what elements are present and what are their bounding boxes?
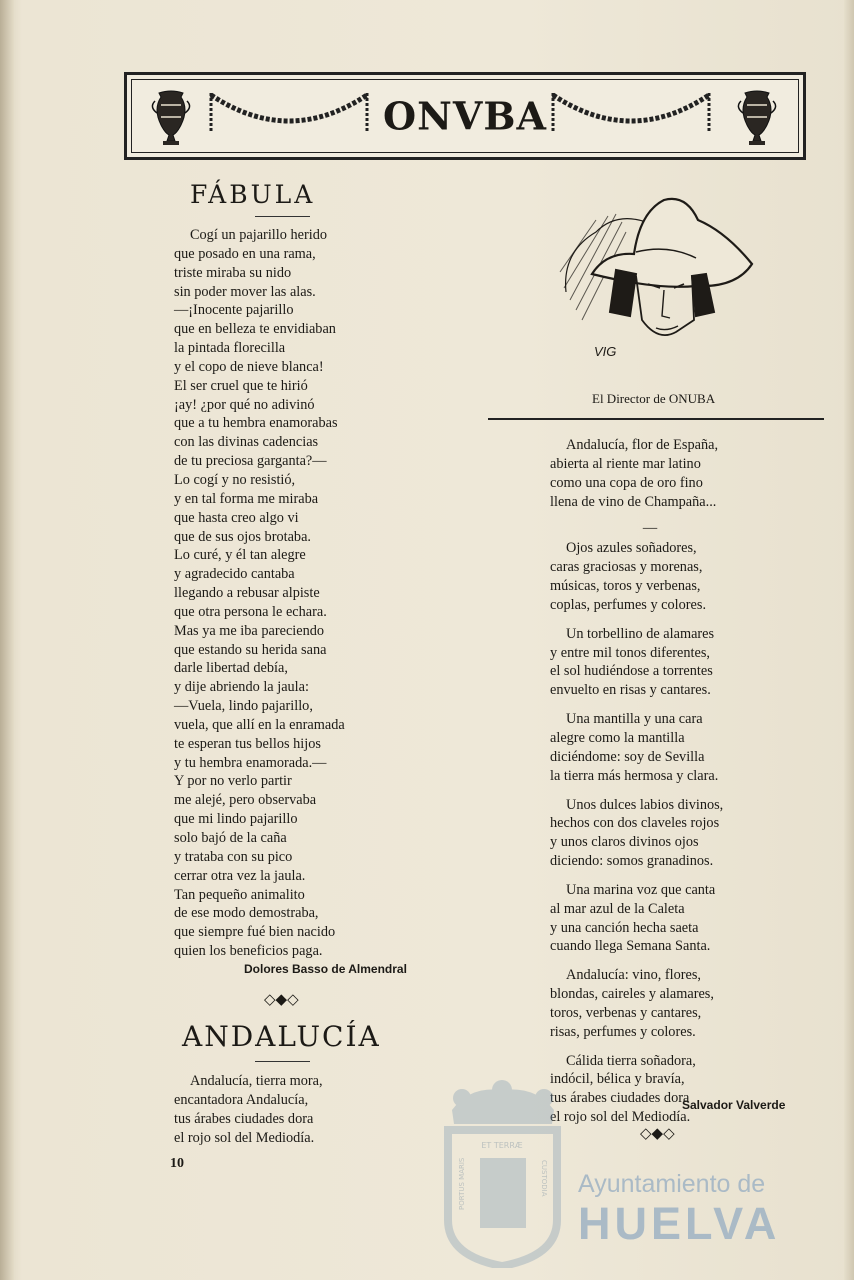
poem-line: y unos claros divinos ojos <box>550 834 699 851</box>
poem-line: caras graciosas y morenas, <box>550 559 703 576</box>
poem-line: el rojo sol del Mediodía. <box>550 1109 691 1126</box>
poem-stanza <box>550 436 750 511</box>
fabula-poem <box>174 226 345 961</box>
poem-line: risas, perfumes y colores. <box>550 1023 696 1040</box>
poem-line: envuelto en risas y cantares. <box>550 682 711 699</box>
poem-line: Mas ya me iba pareciendo <box>174 622 325 639</box>
title-rule <box>255 216 310 217</box>
andalucia-poem-continued <box>550 436 750 1137</box>
page-number: 10 <box>170 1156 184 1171</box>
poem-line: abierta al riente mar latino <box>550 455 701 472</box>
poem-line: ¡ay! ¿por qué no adivinó <box>174 396 315 413</box>
column-separator-rule <box>488 418 824 420</box>
poem-line: como una copa de oro fino <box>550 474 703 491</box>
poem-line: El ser cruel que te hirió <box>174 377 308 394</box>
poem-line: y dije abriendo la jaula: <box>174 679 309 696</box>
poem-line: tus árabes ciudades dora <box>550 1090 690 1107</box>
poem-line: la pintada florecilla <box>174 340 286 357</box>
poem-line: y una canción hecha saeta <box>550 919 699 936</box>
poem-line: que hasta creo algo vi <box>174 509 299 526</box>
poem-line: con las divinas cadencias <box>174 434 319 451</box>
poem-line: que de sus ojos brotaba. <box>174 528 311 545</box>
poem-line: Un torbellino de alamares <box>566 625 715 642</box>
poem-line: y agradecido cantaba <box>174 566 295 583</box>
masthead-banner <box>124 72 806 160</box>
poem-line: que otra persona le echara. <box>174 603 327 620</box>
shield-motto-right: CUSTODIA <box>540 1160 548 1197</box>
poem-line: Ojos azules soñadores, <box>566 540 697 557</box>
poem-line: toros, verbenas y cantares, <box>550 1004 702 1021</box>
poem-line: Lo curé, y él tan alegre <box>174 547 306 564</box>
poem-line: de tu preciosa garganta?— <box>174 453 327 470</box>
poem-line: y trataba con su pico <box>174 848 293 865</box>
poem-line: triste miraba su nido <box>174 264 292 281</box>
andalucia-author: Salvador Valverde <box>682 1098 786 1112</box>
poem-stanza <box>550 966 750 1041</box>
poem-line: que mi lindo pajarillo <box>174 811 298 828</box>
poem-line: que siempre fué bien nacido <box>174 924 336 941</box>
poem-stanza <box>550 796 750 871</box>
poem-line: y entre mil tonos diferentes, <box>550 644 711 661</box>
poem-line: Cogí un pajarillo herido <box>190 227 327 243</box>
poem-line: cuando llega Semana Santa. <box>550 938 711 955</box>
poem-line: Una marina voz que canta <box>566 881 716 898</box>
poem-line: el rojo sol del Mediodía. <box>174 1129 315 1146</box>
shield-motto-top: ET TERRÆ <box>481 1141 523 1150</box>
poem-stanza <box>550 625 750 700</box>
poem-line: —¡Inocente pajarillo <box>174 302 294 319</box>
poem-line: —Vuela, lindo pajarillo, <box>174 698 313 715</box>
portrait-signature: VIG <box>594 344 617 359</box>
poem-line: Una mantilla y una cara <box>566 711 703 728</box>
poem-line: Andalucía, flor de España, <box>566 437 719 453</box>
page-edge <box>844 0 854 1280</box>
title-rule <box>255 1061 310 1062</box>
poem-line: quien los beneficios paga. <box>174 943 323 960</box>
poem-line: hechos con dos claveles rojos <box>550 815 720 832</box>
poem-line: llena de vino de Champaña... <box>550 493 717 510</box>
poem-line: músicas, toros y verbenas, <box>550 578 701 595</box>
poem-line: que a tu hembra enamorabas <box>174 415 338 432</box>
poem-stanza <box>550 881 750 956</box>
shield-motto-left: PORTUS MARIS <box>458 1157 466 1210</box>
urn-right-icon <box>737 87 777 147</box>
poem-line: indócil, bélica y bravía, <box>550 1071 685 1088</box>
huelva-shield-watermark-icon <box>440 1080 565 1268</box>
poem-line: que posado en una rama, <box>174 245 316 262</box>
poem-line: diciendo: somos granadinos. <box>550 853 714 870</box>
poem-line: cerrar otra vez la jaula. <box>174 867 306 884</box>
poem-line: te esperan tus bellos hijos <box>174 735 321 752</box>
ornament-divider: ◇◆◇ <box>264 990 299 1008</box>
poem-line: y el copo de nieve blanca! <box>174 358 324 375</box>
ornament-divider-end: ◇◆◇ <box>640 1124 675 1142</box>
poem-line: me alejé, pero observaba <box>174 792 317 809</box>
poem-line: Lo cogí y no resistió, <box>174 471 296 488</box>
watermark-line1: Ayuntamiento de <box>578 1170 766 1198</box>
andalucia-poem-start <box>174 1072 323 1147</box>
poem-line: solo bajó de la caña <box>174 830 287 846</box>
poem-line: diciéndome: soy de Sevilla <box>550 748 705 765</box>
poem-stanza <box>550 710 750 785</box>
poem-line: Cálida tierra soñadora, <box>566 1052 696 1069</box>
urn-left-icon <box>151 87 191 147</box>
poem-line: Tan pequeño animalito <box>174 886 305 903</box>
poem-line: sin poder mover las alas. <box>174 283 316 300</box>
andalucia-title: ANDALUCÍA <box>182 1020 381 1053</box>
poem-line: de ese modo demostraba, <box>174 905 319 922</box>
poem-line: Andalucía: vino, flores, <box>566 967 701 984</box>
poem-line: que estando su herida sana <box>174 641 327 658</box>
portrait-caption: El Director de ONUBA <box>592 391 716 406</box>
poem-line: al mar azul de la Caleta <box>550 900 685 917</box>
poem-line: llegando a rebusar alpiste <box>174 585 320 602</box>
poem-line: Y por no verlo partir <box>174 773 292 790</box>
garland-right-icon <box>549 89 714 135</box>
poem-stanza <box>550 539 750 614</box>
watermark-line2: HUELVA <box>578 1198 781 1249</box>
fabula-author: Dolores Basso de Almendral <box>244 962 407 976</box>
poem-stanza <box>550 1052 750 1127</box>
poem-line: Andalucía, tierra mora, <box>190 1073 323 1089</box>
poem-line: que en belleza te envidiaban <box>174 321 336 338</box>
poem-line: y en tal forma me miraba <box>174 490 319 507</box>
director-portrait-sketch <box>556 192 756 362</box>
poem-line: darle libertad debía, <box>174 660 288 677</box>
poem-line: coplas, perfumes y colores. <box>550 596 707 613</box>
poem-line: y tu hembra enamorada.— <box>174 754 327 771</box>
poem-line: alegre como la mantilla <box>550 729 685 746</box>
poem-line: tus árabes ciudades dora <box>174 1110 314 1127</box>
masthead-title: ONVBA <box>373 94 557 139</box>
poem-line: el sol hudiéndose a torrentes <box>550 663 713 680</box>
poem-line: vuela, que allí en la enramada <box>174 716 345 733</box>
poem-line: la tierra más hermosa y clara. <box>550 767 719 784</box>
poem-line: blondas, caireles y alamares, <box>550 986 714 1003</box>
garland-left-icon <box>207 89 372 135</box>
fabula-title: FÁBULA <box>190 180 316 209</box>
page-gutter-shadow <box>0 0 14 1280</box>
poem-line: encantadora Andalucía, <box>174 1091 309 1108</box>
poem-line: Unos dulces labios divinos, <box>566 796 724 813</box>
stanza-dash: — <box>642 520 658 537</box>
